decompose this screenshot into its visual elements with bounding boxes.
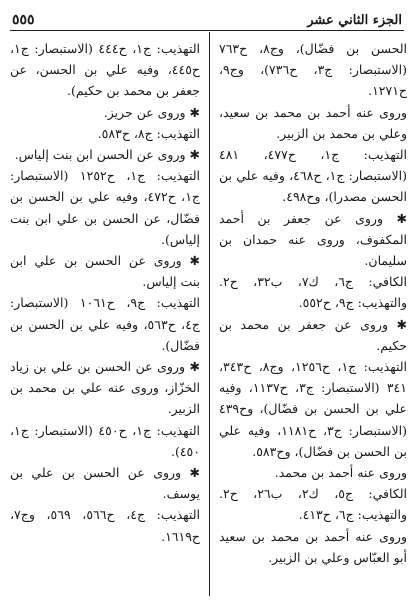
right-paragraph: الكافي: ج٦، ك٧، ب٣٢، ح٢. والتهذيب: ج٩، ح٥٥٢. (219, 274, 408, 311)
left-paragraph: ✱ وروى عن الحسن بن علي ابن بنت إلياس. (10, 253, 200, 290)
left-column (10, 38, 200, 547)
running-title: الجزء الثاني عشر (307, 13, 402, 28)
right-paragraph: وروى عنه أحمد بن محمد. (274, 465, 407, 481)
right-paragraph: التهذيب: ج١، ح١٢٥٦، وج٨، ح٣٤٣، ٣٤١ (الاستبصار: ج٣، ح١١٣٧، وفيه علي بن الحسن بن فضّال)، وح٤٣٩ (الاستبصار: ج٣، ح١١٨١، وفيه علي بن الحسن بن فضّال)، وح٥٨٣. (219, 359, 408, 459)
page-number: ٥٥٥ (12, 12, 35, 28)
left-paragraph: التهذيب: ج٤، ح٥٦٦، ٥٦٩، وج٧، ح١٦١٩. (10, 507, 200, 544)
right-paragraph: ✱ وروى عن جعفر بن أحمد المكفوف، وروى عنه حمدان بن سليمان. (219, 210, 407, 269)
left-paragraph: التهذيب: ج١، ح٤٥٠ (الاستبصار: ج١، ٤٥٠). (10, 422, 201, 459)
left-paragraph: التهذيب: ج١، ح٤٤٤ (الاستبصار: ج١، ح٤٤٥، وفيه علي بن الحسن، عن جعفر بن محمد بن حكيم). (10, 41, 201, 99)
header-rule (10, 30, 404, 31)
right-paragraph: التهذيب: ج١، ح٤٧٧، ٤٨١ (الاستبصار: ج١، ح٤٦٨، وفيه علي بن الحسن مصدرا)، وح٤٩٨. (219, 147, 408, 205)
right-column (219, 38, 407, 568)
left-paragraph: ✱ وروى عن حريز. (103, 104, 200, 120)
right-paragraph: ✱ وروى عن جعفر بن محمد بن حكيم. (219, 316, 407, 353)
left-paragraph: التهذيب: ج٩، ح١٠٦١ (الاستبصار: ج٤، ح٥٦٣، وفيه علي بن الحسن بن فضّال). (10, 295, 201, 353)
right-paragraph: الكافي: ج٥، ك٢، ب٢٦، ح٢. والتهذيب: ج٦، ح٤١٣. (219, 486, 408, 523)
left-paragraph: ✱ وروى عن الحسن بن علي بن زياد الخزّاز، وروى عنه علي بن محمد بن الزبير. (10, 359, 200, 417)
left-paragraph: التهذيب: ج١، ح١٢٥٢ (الاستبصار: ج١، ح٤٧٢، وفيه علي بن الحسن بن فضّال، عن الحسن بن علي ابن بنت إلياس). (10, 168, 201, 247)
left-paragraph: التهذيب: ج٨، ح٥٨٣. (97, 125, 200, 141)
right-paragraph: وروى عنه أحمد بن محمد بن سعيد أبو العبّاس وعلي بن الزبير. (219, 528, 407, 565)
left-paragraph: ✱ وروى عن الحسن بن علي بن يوسف. (10, 465, 200, 502)
right-paragraph: الحسن بن فضّال)، وج٨، ح٧٦٣ (الاستبصار: ج٣، ح٧٣٦)، وج٩، ح١٢٧١. (219, 41, 408, 99)
column-divider (209, 32, 210, 596)
right-paragraph: وروى عنه أحمد بن محمد بن سعيد، وعلي بن محمد بن الزبير. (219, 104, 407, 141)
page-header (12, 6, 402, 28)
left-paragraph: ✱ وروى عن الحسن ابن بنت إلياس. (14, 147, 200, 163)
